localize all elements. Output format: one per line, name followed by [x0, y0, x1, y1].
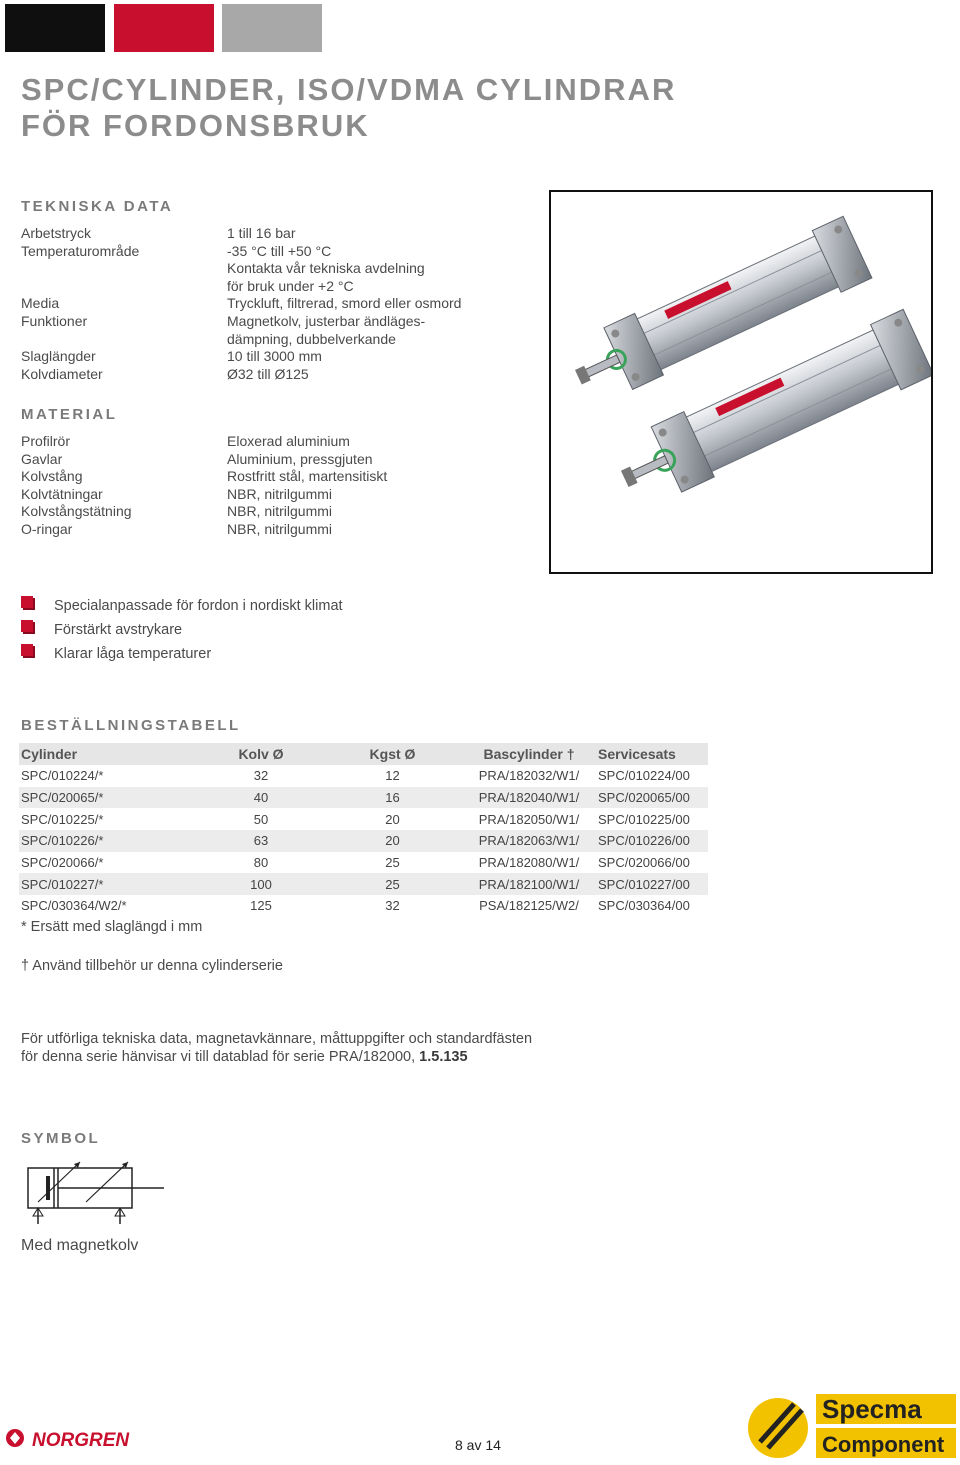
technical-key: Media — [21, 295, 60, 312]
cell-kolv: 100 — [197, 873, 325, 895]
cell-kgst: 16 — [325, 787, 460, 809]
cell-cylinder: SPC/020065/* — [19, 787, 197, 809]
order-table — [19, 743, 708, 917]
table-row — [19, 787, 708, 809]
info-paragraph — [21, 1030, 532, 1066]
specma-logo-line1: Specma — [822, 1394, 922, 1424]
pneumatic-cylinders-photo — [551, 192, 931, 572]
info-line2: för denna serie hänvisar vi till datablad för serie PRA/182000, — [21, 1049, 420, 1065]
cell-kgst: 20 — [325, 830, 460, 852]
technical-value: Ø32 till Ø125 — [227, 365, 309, 382]
technical-value: -35 °C till +50 °C — [227, 242, 332, 259]
technical-key: Slaglängder — [21, 348, 96, 365]
cell-cylinder: SPC/010225/* — [21, 811, 104, 827]
technical-value: Kontakta vår tekniska avdelning — [227, 260, 425, 277]
col-header-bascylinder: Bascylinder † — [460, 743, 598, 765]
cell-servicesats: SPC/020066/00 — [598, 855, 690, 871]
material-key: Profilrör — [21, 433, 71, 449]
cell-kolv: 125 — [250, 898, 272, 914]
cell-servicesats: SPC/030364/00 — [598, 898, 690, 914]
material-value: NBR, nitrilgummi — [227, 485, 333, 502]
table-row — [19, 830, 708, 852]
table-row — [19, 765, 708, 787]
cell-kgst: 20 — [385, 811, 400, 827]
technical-key: Kolvdiameter — [21, 365, 103, 382]
cell-cylinder: SPC/010226/* — [19, 830, 197, 852]
technical-key: Arbetstryck — [21, 225, 92, 241]
feature-text: Klarar låga temperaturer — [54, 646, 212, 662]
top-bar-gray — [222, 4, 322, 52]
cell-servicesats: SPC/010226/00 — [598, 830, 708, 852]
cell-kolv: 50 — [253, 811, 269, 827]
col-header-kgst: Kgst Ø — [325, 743, 460, 765]
symbol-heading: SYMBOL — [21, 1130, 101, 1147]
cell-kgst: 25 — [325, 873, 460, 895]
technical-heading: TEKNISKA DATA — [21, 198, 174, 215]
cell-kgst: 12 — [385, 768, 400, 784]
double-acting-cylinder-symbol — [24, 1160, 169, 1230]
specma-component-logo — [748, 1390, 958, 1462]
technical-key: Funktioner — [21, 312, 88, 329]
order-table-heading: BESTÄLLNINGSTABELL — [21, 717, 241, 734]
table-row — [19, 895, 708, 917]
col-header-cylinder: Cylinder — [19, 743, 197, 765]
cell-cylinder: SPC/010227/* — [19, 873, 197, 895]
col-header-kolv: Kolv Ø — [197, 743, 325, 765]
technical-value: Tryckluft, filtrerad, smord eller osmord — [227, 295, 462, 312]
page-number: 8 av 14 — [455, 1437, 501, 1453]
cell-bascylinder: PSA/182125/W2/ — [479, 898, 579, 914]
material-value: Aluminium, pressgjuten — [227, 450, 373, 467]
symbol-caption: Med magnetkolv — [21, 1237, 139, 1254]
order-table-header-row — [19, 743, 708, 765]
cell-bascylinder: PRA/182050/W1/ — [478, 811, 580, 827]
feature-text: Förstärkt avstrykare — [54, 622, 183, 638]
technical-value: 1 till 16 bar — [227, 225, 296, 241]
material-value: Rostfritt stål, martensitiskt — [227, 468, 388, 485]
cell-cylinder: SPC/020066/* — [21, 855, 104, 871]
specma-logo-line2: Component — [822, 1432, 945, 1457]
red-square-bullet-icon — [21, 644, 33, 656]
page-title-line2: FÖR FORDONSBRUK — [21, 108, 370, 143]
cell-servicesats: SPC/010225/00 — [598, 811, 690, 827]
footnote-dagger: † Använd tillbehör ur denna cylinderserie — [21, 958, 283, 974]
cell-cylinder: SPC/010224/* — [21, 768, 104, 784]
page-title-line1: SPC/CYLINDER, ISO/VDMA CYLINDRAR — [21, 72, 677, 107]
table-row — [19, 852, 708, 874]
cell-kgst: 25 — [385, 855, 400, 871]
top-bar-black — [5, 4, 105, 52]
material-key: Gavlar — [21, 450, 63, 467]
cell-bascylinder: PRA/182040/W1/ — [460, 787, 598, 809]
cell-bascylinder: PRA/182100/W1/ — [460, 873, 598, 895]
red-square-bullet-icon — [21, 596, 33, 608]
technical-key: Temperaturområde — [21, 242, 140, 259]
red-square-bullet-icon — [21, 620, 33, 632]
footnote-star: * Ersätt med slaglängd i mm — [21, 919, 203, 935]
cell-servicesats: SPC/010227/00 — [598, 873, 708, 895]
cell-kolv: 63 — [197, 830, 325, 852]
col-header-servicesats: Servicesats — [598, 743, 708, 765]
product-photo — [549, 190, 933, 574]
norgren-logo-text: NORGREN — [32, 1430, 130, 1451]
datasheet-reference: 1.5.135 — [419, 1049, 468, 1065]
technical-value: 10 till 3000 mm — [227, 348, 322, 365]
technical-value: Magnetkolv, justerbar ändläges- — [227, 312, 426, 329]
cell-cylinder: SPC/030364/W2/* — [21, 898, 127, 914]
material-key: Kolvtätningar — [21, 485, 103, 502]
cell-bascylinder: PRA/182063/W1/ — [460, 830, 598, 852]
table-row — [19, 873, 708, 895]
material-heading: MATERIAL — [21, 406, 118, 423]
cell-kgst: 32 — [385, 898, 400, 914]
info-line1: För utförliga tekniska data, magnetavkännare, måttuppgifter och standardfästen — [21, 1031, 533, 1047]
norgren-logo — [4, 1424, 164, 1456]
material-value: NBR, nitrilgummi — [227, 503, 333, 520]
feature-text: Specialanpassade för fordon i nordiskt klimat — [54, 598, 343, 614]
technical-value: dämpning, dubbelverkande — [227, 330, 396, 347]
table-row — [19, 808, 708, 830]
cell-servicesats: SPC/020065/00 — [598, 787, 708, 809]
top-bar-red — [114, 4, 214, 52]
material-key: O-ringar — [21, 520, 73, 537]
page-title — [21, 72, 676, 144]
cell-bascylinder: PRA/182032/W1/ — [478, 768, 580, 784]
cell-kolv: 32 — [253, 768, 269, 784]
cell-kolv: 40 — [197, 787, 325, 809]
material-key: Kolvstångstätning — [21, 503, 132, 520]
cell-kolv: 80 — [253, 855, 269, 871]
material-value: Eloxerad aluminium — [227, 433, 350, 449]
technical-value: för bruk under +2 °C — [227, 277, 354, 294]
material-key: Kolvstång — [21, 468, 83, 485]
cell-bascylinder: PRA/182080/W1/ — [478, 855, 580, 871]
material-value: NBR, nitrilgummi — [227, 520, 333, 537]
cell-servicesats: SPC/010224/00 — [598, 768, 690, 784]
